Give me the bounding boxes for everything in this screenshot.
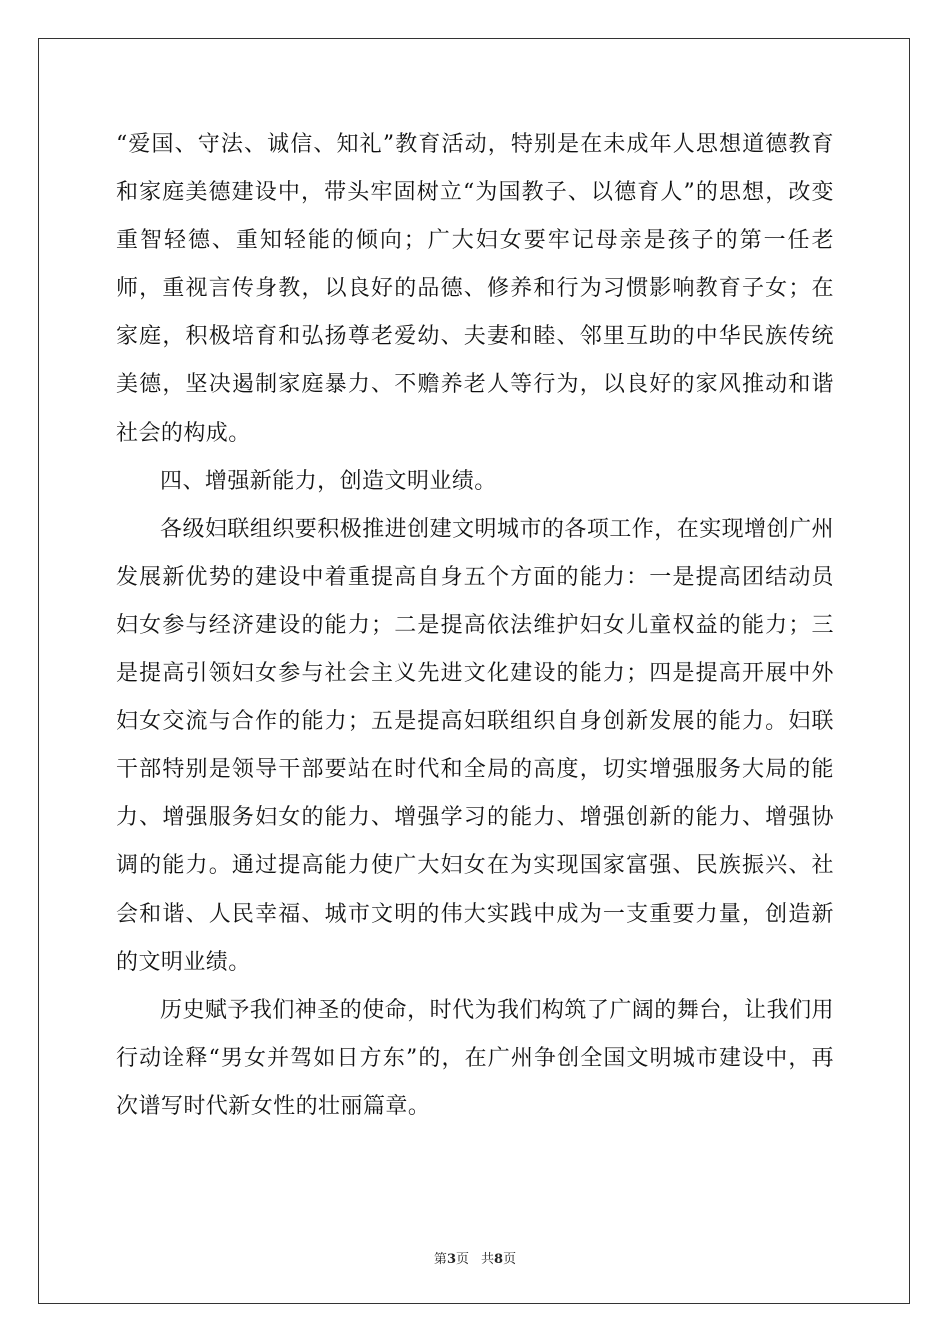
page-current: 3 [446,1252,456,1267]
paragraph-4: 历史赋予我们神圣的使命，时代为我们构筑了广阔的舞台，让我们用行动诠释“男女并驾如日方东”的，在广州争创全国文明城市建设中，再次谱写时代新女性的壮丽篇章。 [116,997,834,1119]
page-suffix: 页 [455,1252,469,1267]
paragraph-1: “爱国、守法、诚信、知礼”教育活动，特别是在未成年人思想道德教育和家庭美德建设中，带头牢固树立“为国教子、以德育人”的思想，改变重智轻德、重知轻能的倾向；广大妇女要牢记母亲是孩子的第一任老师，重视言传身教，以良好的品德、修养和行为习惯影响教育子女；在家庭，积极培育和弘扬尊老爱幼、夫妻和睦、邻里互助的中华民族传统美德，坚决遏制家庭暴力、不赡养老人等行为，以良好的家风推动和谐社会的构成。 [116,132,834,446]
paragraph-3: 各级妇联组织要积极推进创建文明城市的各项工作，在实现增创广州发展新优势的建设中着重提高自身五个方面的能力：一是提高团结动员妇女参与经济建设的能力；二是提高依法维护妇女儿童权益的能力；三是提高引领妇女参与社会主义先进文化建设的能力；四是提高开展中外妇女交流与合作的能力；五是提高妇联组织自身创新发展的能力。妇联干部特别是领导干部要站在时代和全局的高度，切实增强服务大局的能力、增强服务妇女的能力、增强学习的能力、增强创新的能力、增强协调的能力。通过提高能力使广大妇女在为实现国家富强、民族振兴、社会和谐、人民幸福、城市文明的伟大实践中成为一支重要力量，创造新的文明业绩。 [116,516,834,975]
document-body [116,121,834,1131]
section-heading-4: 四、增强新能力，创造文明业绩。 [160,468,497,494]
page-footer [0,1248,950,1267]
total-prefix: 共 [481,1252,495,1267]
page-prefix: 第 [433,1252,447,1267]
total-suffix: 页 [503,1252,517,1267]
page-total: 8 [494,1252,504,1267]
